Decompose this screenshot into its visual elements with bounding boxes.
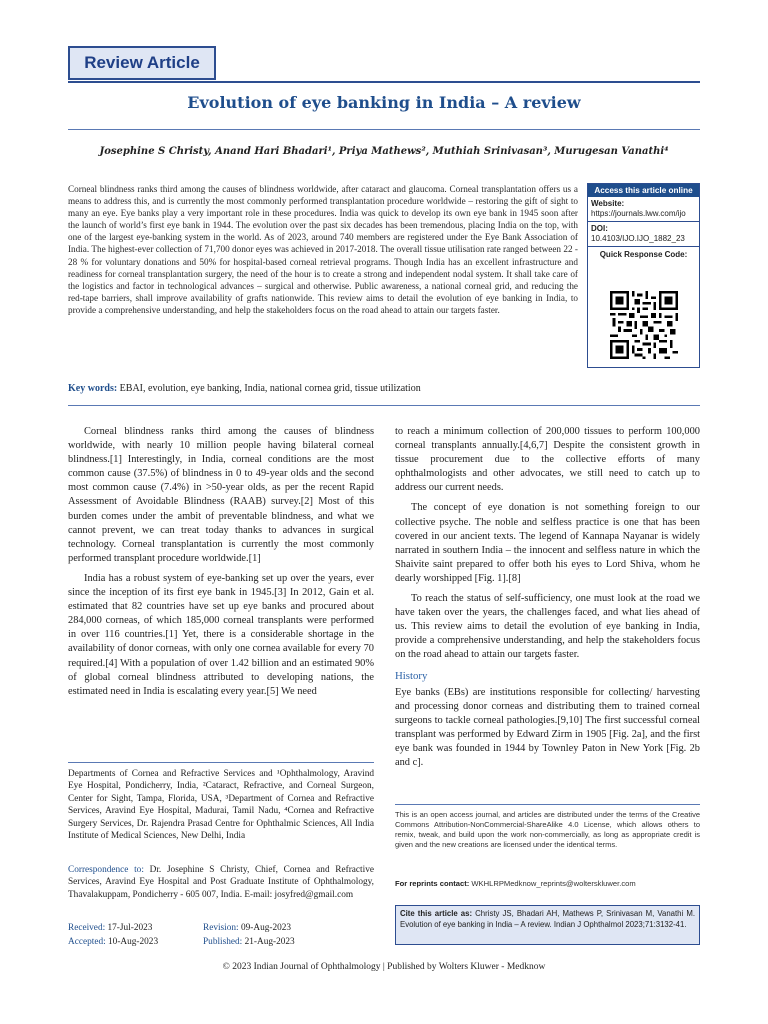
website-label: Website: bbox=[591, 199, 625, 208]
cite-text: Christy JS, Bhadari AH, Mathews P, Srinivasan M, Vanathi M. Evolution of eye banking in India – A review. Indian J Ophthalmol 2023;71:3132-41. bbox=[400, 909, 695, 929]
website-link[interactable]: https://journals.lww.com/ijo bbox=[591, 209, 686, 218]
body-column-left bbox=[68, 425, 374, 705]
website-cell bbox=[588, 197, 699, 222]
paragraph: to reach a minimum collection of 200,000 tissues to perform 100,000 corneal transplants annually.[4,6,7] Despite the consistent growth in tissue procurement due to the collective efforts of many ophthalmologists and other advocates, we still need to catch up to address our current needs. bbox=[395, 426, 700, 494]
published-date: 21-Aug-2023 bbox=[244, 937, 295, 947]
abstract-rule bbox=[68, 405, 700, 406]
license-rule bbox=[395, 804, 700, 805]
qr-label: Quick Response Code: bbox=[599, 250, 688, 259]
article-title: Evolution of eye banking in India – A review bbox=[187, 93, 581, 112]
paragraph: Eye banks (EBs) are institutions responsible for collecting/ harvesting and processing donor corneas and distributing them to trained corneal surgeons to tackle corneal pathologies.[9,10] The first successful corneal transplant was performed by Edward Zirm in 1905 [Fig. 2a], and the first eye bank was founded in 1944 by Townley Paton in New York [Fig. 2b and c]. bbox=[395, 686, 700, 769]
reprints-label: For reprints contact: bbox=[395, 879, 470, 888]
cite-label: Cite this article as: bbox=[400, 909, 473, 918]
revision-label: Revision: bbox=[203, 923, 239, 933]
affiliations: Departments of Cornea and Refractive Services and ¹Ophthalmology, Aravind Eye Hospital, Pondicherry, India, ²Cataract, Refractive, and Corneal Surgeon, Center for Sight, Tampa, Florida, USA, ³Department of Cornea and Refractive Services, Aravind Eye Hospital, Madurai, Tamil Nadu, ⁴Cornea and Refractive Surgery Services, Dr. Rajendra Prasad Centre for Ophthalmic Sciences, All India Institute of Medical Sciences, New Delhi, India bbox=[68, 769, 374, 842]
reprints-email[interactable]: WKHLRPMedknow_reprints@wolterskluwer.com bbox=[471, 879, 636, 888]
received-date: 17-Jul-2023 bbox=[107, 923, 153, 933]
page-footer: © 2023 Indian Journal of Ophthalmology | Published by Wolters Kluwer - Medknow bbox=[222, 962, 546, 972]
cite-box bbox=[395, 905, 700, 945]
published-label: Published: bbox=[203, 937, 243, 947]
correspondence-text: Dr. Josephine S Christy, Chief, Cornea and Refractive Services, Aravind Eye Hospital and Post Graduate Institute of Ophthalmology, Thavalakuppam, Pondicherry - 605 007, India. E-mail: josyfred@gmail.com bbox=[68, 865, 374, 900]
paragraph: Corneal blindness ranks third among the causes of blindness worldwide, with nearly 10 million people having bilateral corneal blindness.[1] Interestingly, in India, corneal conditions are the most common cause (37.5%) of blindness in 0 to 49-year olds and the second most common cause (7.4%) in >50-year olds, as per the recent Rapid Assessment of Avoidable Blindness (RAAB) survey.[2] Most of this burden comes under the ambit of preventable blindness, and what we cannot prevent, we can treat today thanks to advances in surgical technology. Corneal transplantation is currently the most commonly performed transplant procedure worldwide.[1] bbox=[68, 426, 374, 564]
reprints-contact bbox=[395, 879, 700, 888]
keywords-label: Key words: bbox=[68, 383, 118, 394]
revision-date: 09-Aug-2023 bbox=[240, 923, 292, 933]
body-column-right bbox=[395, 425, 700, 776]
access-online-box bbox=[587, 183, 700, 368]
qr-code-icon bbox=[610, 291, 678, 359]
correspondence bbox=[68, 864, 374, 901]
abstract-text: Corneal blindness ranks third among the causes of blindness worldwide, after cataract and glaucoma. Corneal transplantation offers us a means to address this, and is currently the most commonly performed transplantation procedure worldwide – restoring the gift of sight to many an eye. Eye banks play a very important role in these procedures. India was quick to develop its own eye bank in 1945 soon after the launch of world’s first eye bank in 1944. The evolution over the past six decades has been tremendous, placing India on the top, with one of the largest eye-banking system in the world. As of 2023, around 740 members are registered under the Eye Bank Association of India. The highest-ever collection of 71,700 donor eyes was achieved in 2017-2018. The overall tissue utilisation rate ranged between 22 - 28 % for voluntary donations and 50% for hospital-based corneal retrieval programs. Though India has an excellent infrastructure and readiness for corneal transplantation surgery, the need of the hour is to create a strong and independent nodal system. It shall take care of the logistics and factor in technological advances – surgical and otherwise. Public awareness, a national corneal grid, and reducing the red-tape barriers, shall improve availability of grafts nationwide. This review aims to detail the evolution of eye banking in India, to provide a comprehensive understanding, and help the stakeholders focus on the road ahead to attain our targets faster. bbox=[68, 184, 578, 315]
accepted-label: Accepted: bbox=[68, 937, 106, 947]
received-label: Received: bbox=[68, 923, 106, 933]
accepted-date: 10-Aug-2023 bbox=[108, 937, 159, 947]
doi-link[interactable]: 10.4103/IJO.IJO_1882_23 bbox=[591, 234, 685, 243]
article-dates bbox=[68, 921, 374, 949]
author-list: Josephine S Christy, Anand Hari Bhadari¹, Priya Mathews², Muthiah Srinivasan³, Murugesan Vanathi⁴ bbox=[99, 146, 669, 157]
keywords bbox=[68, 383, 588, 394]
title-rule bbox=[68, 129, 700, 130]
article-type-badge: Review Article bbox=[68, 46, 216, 80]
header-rule bbox=[68, 81, 700, 83]
affiliation-rule bbox=[68, 762, 374, 763]
keywords-text: EBAI, evolution, eye banking, India, national cornea grid, tissue utilization bbox=[119, 383, 421, 394]
section-heading-history: History bbox=[395, 669, 428, 682]
correspondence-label: Correspondence to: bbox=[68, 865, 144, 875]
doi-label: DOI: bbox=[591, 224, 608, 233]
license-notice: This is an open access journal, and articles are distributed under the terms of the Creative Commons Attribution-NonCommercial-ShareAlike 4.0 License, which allows others to remix, tweak, and build upon the work non-commercially, as long as appropriate credit is given and the new creations are licensed under the identical terms. bbox=[395, 810, 700, 849]
access-header: Access this article online bbox=[588, 184, 699, 197]
paragraph: The concept of eye donation is not something foreign to our collective psyche. The noble and selfless practice is one that has been covered in our ancient texts. The legend of Kannapa Nayanar is widely narrated in southern India – the innocent and selfless nature in which the Shaivite saint prepared to offer both his eyes to Lord Shiva, whom he dearly worshipped [Fig. 1].[8] bbox=[395, 502, 700, 584]
paragraph: India has a robust system of eye-banking set up over the years, ever since the inception of its first eye bank in 1945.[3] In 2012, Gain et al. estimated that 82 countries have set up eye banks and procured about 284,000 corneas, of which 185,000 corneal transplants were performed in over 116 countries.[1] Yet, there is a considerable shortage in the availability of donor corneas, with only one cornea available for every 70 required.[4] With a population of over 1.42 billion and an estimated 90% of global corneal blindness attributed to developing nations, the estimated need in India is escalating every year.[5] We need bbox=[68, 572, 374, 697]
doi-cell bbox=[588, 222, 699, 247]
paragraph: To reach the status of self-sufficiency, one must look at the road we have taken over the years, the challenges faced, and what lies ahead of us. This review aims to detail the evolution of eye banking in India, provide a comprehensive understanding, and help the stakeholders focus on the road ahead to attain our targets faster. bbox=[395, 593, 700, 661]
